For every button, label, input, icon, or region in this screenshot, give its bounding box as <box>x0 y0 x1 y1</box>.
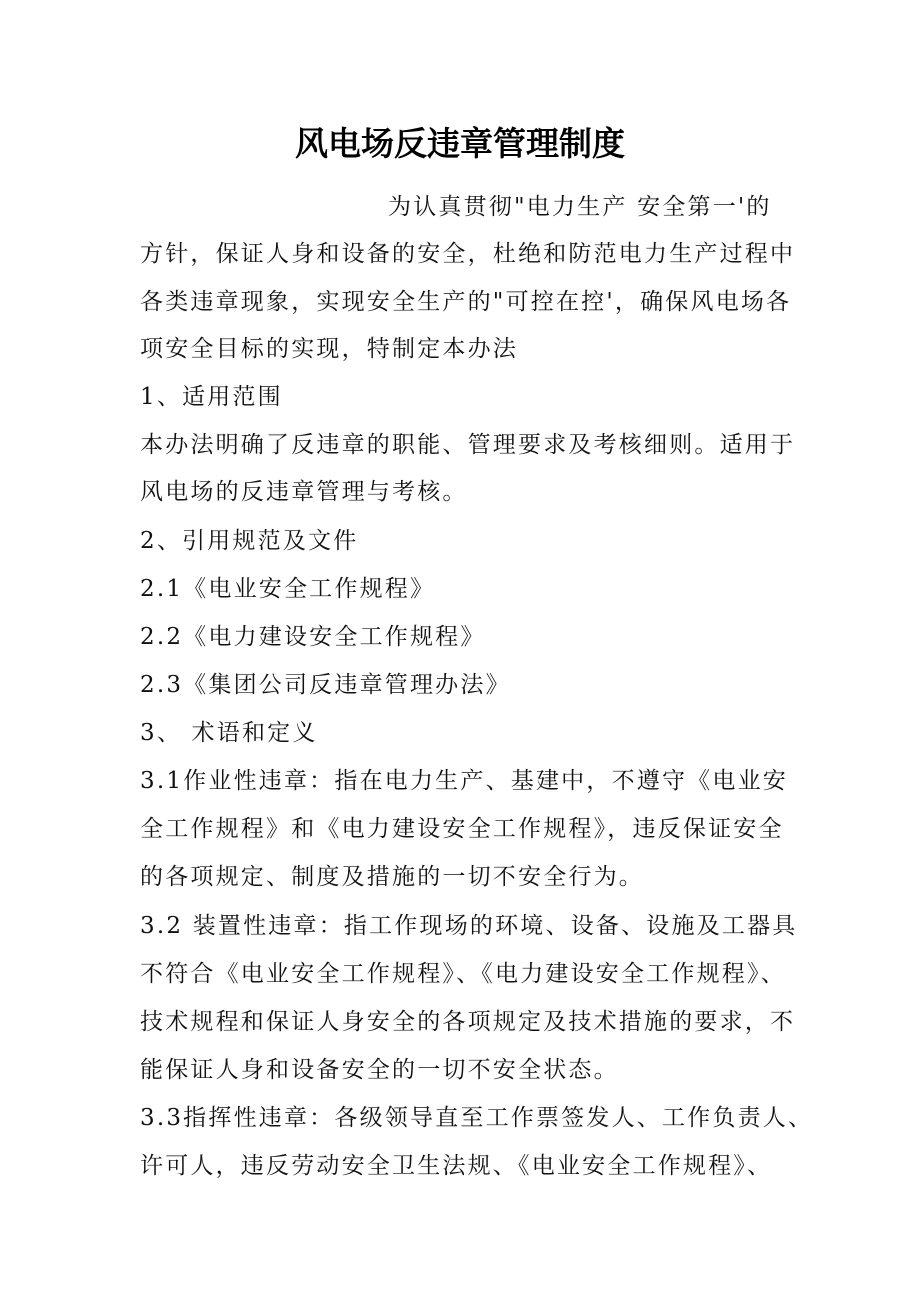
paragraph-line: 各类违章现象，实现安全生产的"可控在控'，确保风电场各 <box>140 289 792 315</box>
paragraph-line: 许可人，违反劳动安全卫生法规、《电业安全工作规程》、 <box>140 1153 773 1179</box>
paragraph-line: 全工作规程》和《电力建设安全工作规程》，违反保证安全 <box>140 816 784 842</box>
paragraph-line: 3.3指挥性违章：各级领导直至工作票签发人、工作负责人、 <box>140 1105 814 1131</box>
reference-item: 2.2《电力建设安全工作规程》 <box>140 624 486 650</box>
document-title: 风电场反违章管理制度 <box>295 124 625 163</box>
paragraph-line: 方针，保证人身和设备的安全，杜绝和防范电力生产过程中 <box>140 241 796 267</box>
paragraph-line: 项安全目标的实现，特制定本办法 <box>140 336 518 362</box>
section-heading-references: 2、引用规范及文件 <box>140 528 359 554</box>
paragraph-line: 本办法明确了反违章的职能、管理要求及考核细则。适用于 <box>140 432 796 458</box>
section-heading-definitions: 3、 术语和定义 <box>140 720 318 746</box>
paragraph-line-intro: 为认真贯彻"电力生产 安全第一'的 <box>388 194 772 220</box>
paragraph-line: 3.1作业性违章：指在电力生产、基建中，不遵守《电业安 <box>140 768 788 794</box>
paragraph-line: 的各项规定、制度及措施的一切不安全行为。 <box>140 864 644 890</box>
paragraph-line: 不符合《电业安全工作规程》、《电力建设安全工作规程》、 <box>140 961 786 987</box>
paragraph-line: 技术规程和保证人身安全的各项规定及技术措施的要求，不 <box>140 1009 796 1035</box>
paragraph-line: 能保证人身和设备安全的一切不安全状态。 <box>140 1057 619 1083</box>
reference-item: 2.3《集团公司反违章管理办法》 <box>140 672 511 698</box>
section-heading-scope: 1、适用范围 <box>140 384 283 410</box>
reference-item: 2.1《电业安全工作规程》 <box>140 576 436 602</box>
paragraph-line: 风电场的反违章管理与考核。 <box>140 479 468 505</box>
paragraph-line: 3.2 装置性违章：指工作现场的环境、设备、设施及工器具 <box>140 913 798 939</box>
